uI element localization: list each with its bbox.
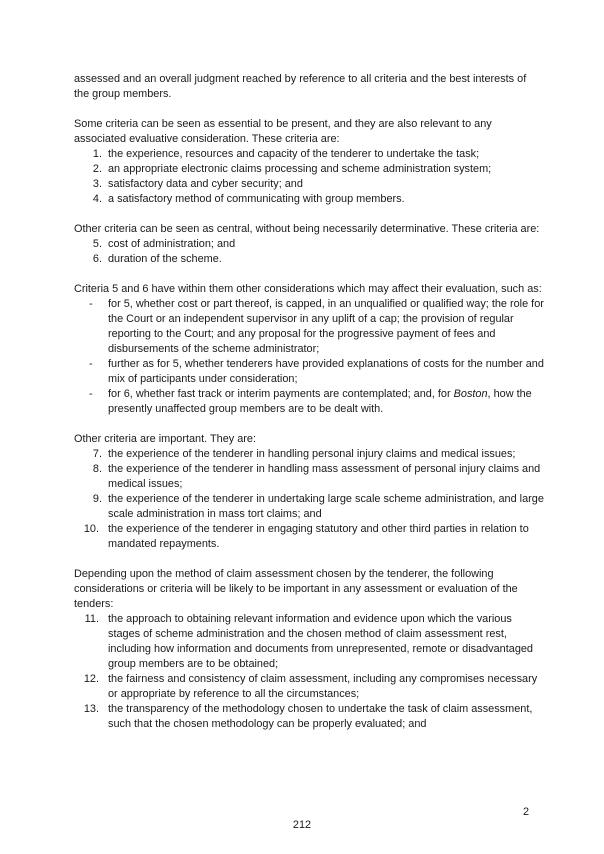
item-number: 9.	[92, 493, 102, 505]
intro-paragraph: assessed and an overall judgment reached by reference to all criteria and the best interests of the group members.	[74, 73, 527, 100]
item-text: the approach to obtaining relevant information and evidence upon which the various stages of scheme administration and the chosen method of claim assessment rest, including how information and documents from unrepresented, remote or disadvantaged group members are to be obtained;	[108, 613, 533, 670]
item-number: 8.	[92, 463, 102, 475]
central-criteria-list	[74, 237, 544, 267]
item-text: duration of the scheme.	[108, 253, 222, 265]
dash-marker: -	[89, 358, 93, 370]
method-criteria-list	[74, 612, 544, 732]
list-item	[74, 387, 544, 417]
item-text: for 5, whether cost or part thereof, is capped, in an unqualified or qualified way; the role for the Court or an independent supervisor in any uplift of a cap; the provision of regular reporting to the Court; and any proposal for the progressive payment of fees and disbursements of the scheme administrator;	[108, 298, 544, 355]
list-item	[74, 192, 544, 207]
item-number: 2.	[92, 163, 102, 175]
list-item	[74, 147, 544, 162]
important-criteria-list	[74, 447, 544, 552]
central-criteria-intro: Other criteria can be seen as central, without being necessarily determinative. These criteria are:	[74, 223, 540, 235]
item-number: 11.	[84, 613, 99, 625]
item-text-before: for 6, whether fast track or interim payments are contemplated; and, for	[108, 388, 454, 400]
case-name: Boston	[453, 388, 488, 400]
list-item	[74, 462, 544, 492]
method-criteria-intro: Depending upon the method of claim assessment chosen by the tenderer, the following considerations or criteria will be likely to be important in any assessment or evaluation of the tenders:	[74, 568, 518, 610]
item-text: a satisfactory method of communicating with group members.	[108, 193, 405, 205]
list-item	[74, 252, 544, 267]
item-number: 12.	[83, 673, 99, 685]
item-number: 7.	[92, 448, 102, 460]
list-item	[74, 237, 544, 252]
list-item	[74, 612, 544, 672]
item-text: the experience of the tenderer in engaging statutory and other third parties in relation to mandated repayments.	[108, 523, 529, 550]
item-text: the experience of the tenderer in handling mass assessment of personal injury claims and medical issues;	[108, 463, 541, 490]
footer-page-number: 212	[292, 819, 312, 831]
item-text: the transparency of the methodology chosen to undertake the task of claim assessment, such that the chosen methodology can be properly evaluated; and	[108, 703, 533, 730]
item-number: 6.	[92, 253, 102, 265]
considerations-intro: Criteria 5 and 6 have within them other considerations which may affect their evaluation, such as:	[74, 283, 542, 295]
item-text: the experience of the tenderer in handling personal injury claims and medical issues;	[108, 448, 516, 460]
list-item	[74, 702, 544, 732]
item-number: 10.	[83, 523, 99, 535]
list-item	[74, 447, 544, 462]
essential-criteria-list	[74, 147, 544, 207]
item-text: the experience of the tenderer in undertaking large scale scheme administration, and large scale administration in mass tort claims; and	[108, 493, 544, 520]
item-text: the fairness and consistency of claim assessment, including any compromises necessary or appropriate by reference to all the circumstances;	[108, 673, 538, 700]
item-number: 1.	[92, 148, 102, 160]
item-number: 13.	[83, 703, 99, 715]
list-item	[74, 177, 544, 192]
list-item	[74, 162, 544, 177]
dash-marker: -	[89, 388, 93, 400]
list-item	[74, 492, 544, 522]
list-item	[74, 357, 544, 387]
item-text: satisfactory data and cyber security; and	[108, 178, 303, 190]
important-criteria-intro: Other criteria are important. They are:	[74, 433, 256, 445]
list-item	[74, 522, 544, 552]
item-text: the experience, resources and capacity of the tenderer to undertake the task;	[108, 148, 480, 160]
item-text: further as for 5, whether tenderers have provided explanations of costs for the number and mix of participants under consideration;	[108, 358, 544, 385]
item-number: 3.	[92, 178, 102, 190]
item-text: an appropriate electronic claims processing and scheme administration system;	[108, 163, 492, 175]
body-text	[74, 72, 544, 747]
list-item	[74, 672, 544, 702]
page-number: 2	[522, 806, 529, 818]
considerations-list	[74, 297, 544, 417]
item-text-after: , how the presently unaffected group members are to be dealt with.	[108, 388, 532, 415]
item-number: 4.	[92, 193, 102, 205]
item-number: 5.	[92, 238, 102, 250]
item-text: cost of administration; and	[108, 238, 236, 250]
dash-marker: -	[89, 298, 93, 310]
list-item	[74, 297, 544, 357]
essential-criteria-intro: Some criteria can be seen as essential to be present, and they are also relevant to any associated evaluative consideration. These criteria are:	[74, 118, 492, 145]
